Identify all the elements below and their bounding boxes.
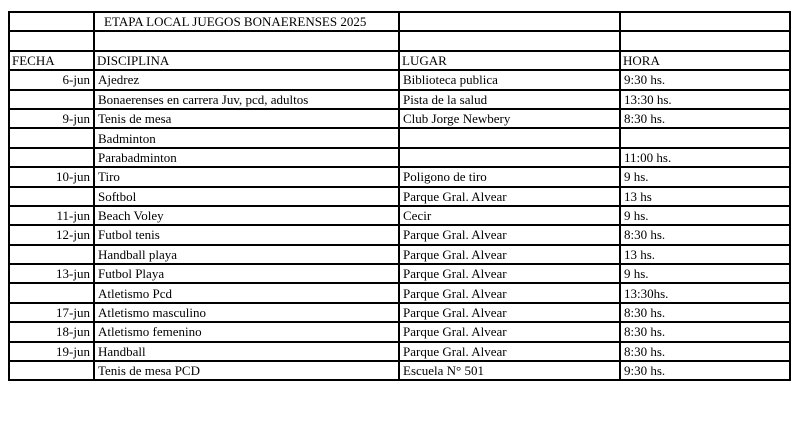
venue-cell xyxy=(399,148,620,167)
time-cell: 8:30 hs. xyxy=(620,303,790,322)
time-cell: 13 hs xyxy=(620,187,790,206)
table-row xyxy=(9,187,790,206)
venue-cell: Parque Gral. Alvear xyxy=(399,342,620,361)
header-hora: HORA xyxy=(620,51,790,70)
table-row xyxy=(9,245,790,264)
header-disciplina: DISCIPLINA xyxy=(94,51,399,70)
time-cell: 9:30 hs. xyxy=(620,361,790,380)
discipline-cell: Bonaerenses en carrera Juv, pcd, adultos xyxy=(94,90,399,109)
venue-cell: Escuela N° 501 xyxy=(399,361,620,380)
discipline-cell: Ajedrez xyxy=(94,70,399,89)
time-cell: 13 hs. xyxy=(620,245,790,264)
discipline-cell: Badminton xyxy=(94,128,399,147)
discipline-cell: Tenis de mesa xyxy=(94,109,399,128)
date-cell: 12-jun xyxy=(9,225,94,244)
header-fecha: FECHA xyxy=(9,51,94,70)
discipline-cell: Tiro xyxy=(94,167,399,186)
venue-cell: Club Jorge Newbery xyxy=(399,109,620,128)
time-cell: 9 hs. xyxy=(620,206,790,225)
title-row xyxy=(9,12,790,31)
date-cell xyxy=(9,148,94,167)
date-cell: 11-jun xyxy=(9,206,94,225)
venue-cell: Parque Gral. Alvear xyxy=(399,187,620,206)
date-cell: 17-jun xyxy=(9,303,94,322)
time-cell: 8:30 hs. xyxy=(620,342,790,361)
empty-cell xyxy=(9,31,94,50)
venue-cell: Pista de la salud xyxy=(399,90,620,109)
time-cell: 8:30 hs. xyxy=(620,322,790,341)
table-row xyxy=(9,206,790,225)
date-cell: 18-jun xyxy=(9,322,94,341)
discipline-cell: Atletismo Pcd xyxy=(94,283,399,302)
header-lugar: LUGAR xyxy=(399,51,620,70)
sheet-title: ETAPA LOCAL JUEGOS BONAERENSES 2025 xyxy=(94,12,399,31)
date-cell: 10-jun xyxy=(9,167,94,186)
time-cell: 13:30hs. xyxy=(620,283,790,302)
discipline-cell: Atletismo femenino xyxy=(94,322,399,341)
table-row xyxy=(9,128,790,147)
venue-cell: Parque Gral. Alvear xyxy=(399,283,620,302)
time-cell xyxy=(620,128,790,147)
table-row xyxy=(9,225,790,244)
discipline-cell: Softbol xyxy=(94,187,399,206)
header-row xyxy=(9,51,790,70)
table-row xyxy=(9,361,790,380)
venue-cell: Poligono de tiro xyxy=(399,167,620,186)
discipline-cell: Tenis de mesa PCD xyxy=(94,361,399,380)
venue-cell: Parque Gral. Alvear xyxy=(399,322,620,341)
date-cell xyxy=(9,187,94,206)
discipline-cell: Futbol Playa xyxy=(94,264,399,283)
table-row xyxy=(9,342,790,361)
table-row xyxy=(9,148,790,167)
table-row xyxy=(9,283,790,302)
venue-cell xyxy=(399,128,620,147)
venue-cell: Parque Gral. Alvear xyxy=(399,303,620,322)
table-row xyxy=(9,303,790,322)
time-cell: 9 hs. xyxy=(620,264,790,283)
empty-cell xyxy=(399,31,620,50)
date-cell: 19-jun xyxy=(9,342,94,361)
date-cell: 13-jun xyxy=(9,264,94,283)
time-cell: 9:30 hs. xyxy=(620,70,790,89)
empty-cell xyxy=(620,12,790,31)
discipline-cell: Parabadminton xyxy=(94,148,399,167)
date-cell xyxy=(9,128,94,147)
venue-cell: Biblioteca publica xyxy=(399,70,620,89)
venue-cell: Parque Gral. Alvear xyxy=(399,264,620,283)
discipline-cell: Handball playa xyxy=(94,245,399,264)
venue-cell: Parque Gral. Alvear xyxy=(399,225,620,244)
time-cell: 13:30 hs. xyxy=(620,90,790,109)
empty-cell xyxy=(620,31,790,50)
venue-cell: Parque Gral. Alvear xyxy=(399,245,620,264)
table-row xyxy=(9,90,790,109)
table-row xyxy=(9,322,790,341)
time-cell: 9 hs. xyxy=(620,167,790,186)
time-cell: 8:30 hs. xyxy=(620,225,790,244)
schedule-table xyxy=(8,11,791,381)
discipline-cell: Handball xyxy=(94,342,399,361)
empty-cell xyxy=(9,12,94,31)
empty-cell xyxy=(399,12,620,31)
date-cell xyxy=(9,361,94,380)
venue-cell: Cecir xyxy=(399,206,620,225)
date-cell xyxy=(9,245,94,264)
date-cell: 6-jun xyxy=(9,70,94,89)
spacer-row xyxy=(9,31,790,50)
date-cell: 9-jun xyxy=(9,109,94,128)
date-cell xyxy=(9,283,94,302)
table-row xyxy=(9,264,790,283)
time-cell: 11:00 hs. xyxy=(620,148,790,167)
discipline-cell: Atletismo masculino xyxy=(94,303,399,322)
discipline-cell: Beach Voley xyxy=(94,206,399,225)
discipline-cell: Futbol tenis xyxy=(94,225,399,244)
empty-cell xyxy=(94,31,399,50)
time-cell: 8:30 hs. xyxy=(620,109,790,128)
date-cell xyxy=(9,90,94,109)
table-row xyxy=(9,70,790,89)
table-row xyxy=(9,109,790,128)
table-row xyxy=(9,167,790,186)
